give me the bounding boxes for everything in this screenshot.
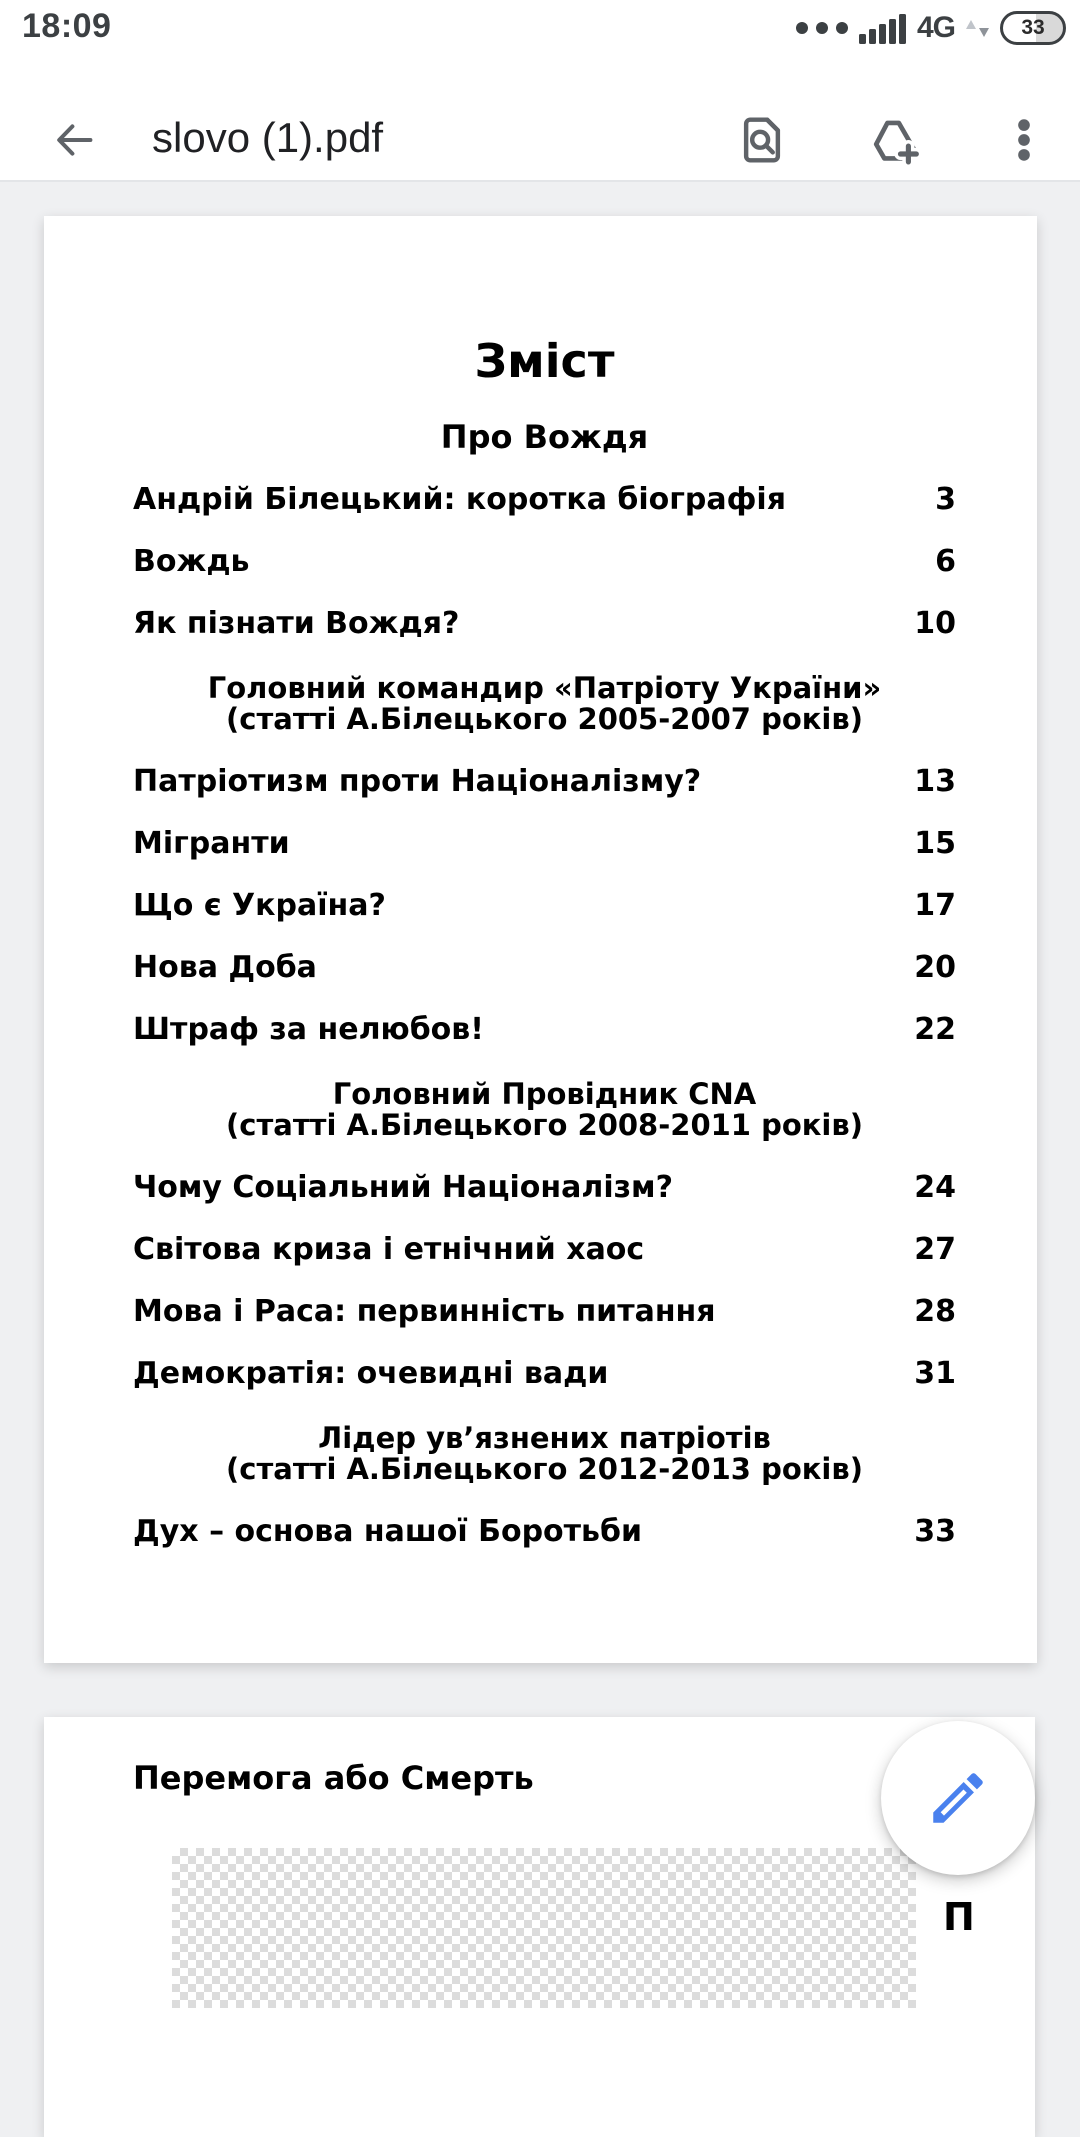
- toc-item: [133, 736, 956, 798]
- toc-section-header: [133, 640, 956, 736]
- back-button[interactable]: [50, 116, 98, 164]
- data-updown-arrows-icon: [966, 18, 989, 38]
- app-bar-actions: [734, 112, 1052, 168]
- status-bar: [0, 0, 1080, 56]
- pdf-scroll-area[interactable]: [0, 182, 1080, 1939]
- toc-subtitle: Про Вождя: [440, 418, 649, 456]
- toc-section-line2: (статті А.Білецького 2005-2007 років): [226, 702, 863, 736]
- toc-section-line1: Головний командир «Патріоту України»: [207, 671, 882, 705]
- toc-item-label: Як пізнати Вождя?: [133, 606, 460, 641]
- toc-item-label: Штраф за нелюбов!: [133, 1012, 484, 1047]
- toc-item-page-number: 17: [914, 888, 956, 923]
- edit-fab-button[interactable]: [881, 1721, 1035, 1875]
- toc-item-page-number: 27: [914, 1232, 956, 1267]
- pdf-page-1: [44, 216, 1037, 1663]
- chapter-heading: Перемога або Смерть: [133, 1759, 534, 1797]
- toc-item-label: Чому Соціальний Націоналізм?: [133, 1170, 673, 1205]
- toc-item-label: Демократія: очевидні вади: [133, 1356, 609, 1391]
- toc-section-line2: (статті А.Білецького 2012-2013 років): [226, 1452, 863, 1486]
- toc-item-label: Мігранти: [133, 826, 290, 861]
- transparent-image-placeholder: [172, 1848, 916, 2008]
- battery-icon: [1000, 11, 1066, 45]
- toc-item: [133, 1266, 956, 1328]
- toc-item-page-number: 20: [914, 950, 956, 985]
- add-to-drive-icon[interactable]: [865, 112, 921, 168]
- toc-item: [133, 1204, 956, 1266]
- toc-item: [133, 516, 956, 578]
- clock: 18:09: [22, 7, 112, 45]
- app-bar: [0, 56, 1080, 182]
- toc-item-page-number: 28: [914, 1294, 956, 1329]
- toc-item-page-number: 13: [914, 764, 956, 799]
- toc-item-page-number: 6: [935, 544, 956, 579]
- toc-item-label: Андрій Білецький: коротка біографія: [133, 482, 786, 517]
- network-type-label: 4G: [916, 11, 955, 44]
- toc-item-label: Світова криза і етнічний хаос: [133, 1232, 645, 1267]
- toc-item-label: Нова Доба: [133, 950, 317, 985]
- toc-item: [133, 1142, 956, 1204]
- toc-item-page-number: 33: [914, 1514, 956, 1549]
- toc-item: [133, 578, 956, 640]
- toc-item-page-number: 31: [914, 1356, 956, 1391]
- toc-item-page-number: 15: [914, 826, 956, 861]
- toc-title: Зміст: [474, 334, 615, 388]
- toc-item-label: Вождь: [133, 544, 250, 579]
- toc-section-header: [133, 1390, 956, 1486]
- toc-item-page-number: 24: [914, 1170, 956, 1205]
- toc-item-label: Патріотизм проти Націоналізму?: [133, 764, 702, 799]
- toc-item-page-number: 22: [914, 1012, 956, 1047]
- toc-item: [133, 454, 956, 516]
- toc-item-label: Дух – основа нашої Боротьби: [133, 1514, 642, 1549]
- find-in-document-icon[interactable]: [734, 112, 790, 168]
- toc-item: [133, 798, 956, 860]
- toc-item: [133, 984, 956, 1046]
- toc-item: [133, 1486, 956, 1548]
- toc-item: [133, 922, 956, 984]
- toc-item: [133, 860, 956, 922]
- status-icons: [796, 0, 1066, 56]
- clipped-text: П: [943, 1895, 975, 1939]
- toc-item-page-number: 3: [935, 482, 956, 517]
- toc-item-page-number: 10: [914, 606, 956, 641]
- toc-item-label: Що є Україна?: [133, 888, 386, 923]
- toc-section-line1: Лідер ув’язнених патріотів: [318, 1421, 771, 1455]
- toc-section-line1: Головний Провідник CNA: [332, 1077, 757, 1111]
- toc-section-line2: (статті А.Білецького 2008-2011 років): [226, 1108, 863, 1142]
- overflow-menu-icon[interactable]: [996, 112, 1052, 168]
- notification-dots-icon: [796, 22, 848, 34]
- toc-item-label: Мова і Раса: первинність питання: [133, 1294, 716, 1329]
- battery-percent: 33: [1021, 16, 1045, 39]
- toc-item: [133, 1328, 956, 1390]
- edit-pencil-icon: [925, 1765, 991, 1831]
- toc-entries: [133, 454, 956, 1548]
- toc-section-header: [133, 1046, 956, 1142]
- signal-strength-icon: [859, 12, 906, 44]
- document-title: slovo (1).pdf: [152, 114, 384, 161]
